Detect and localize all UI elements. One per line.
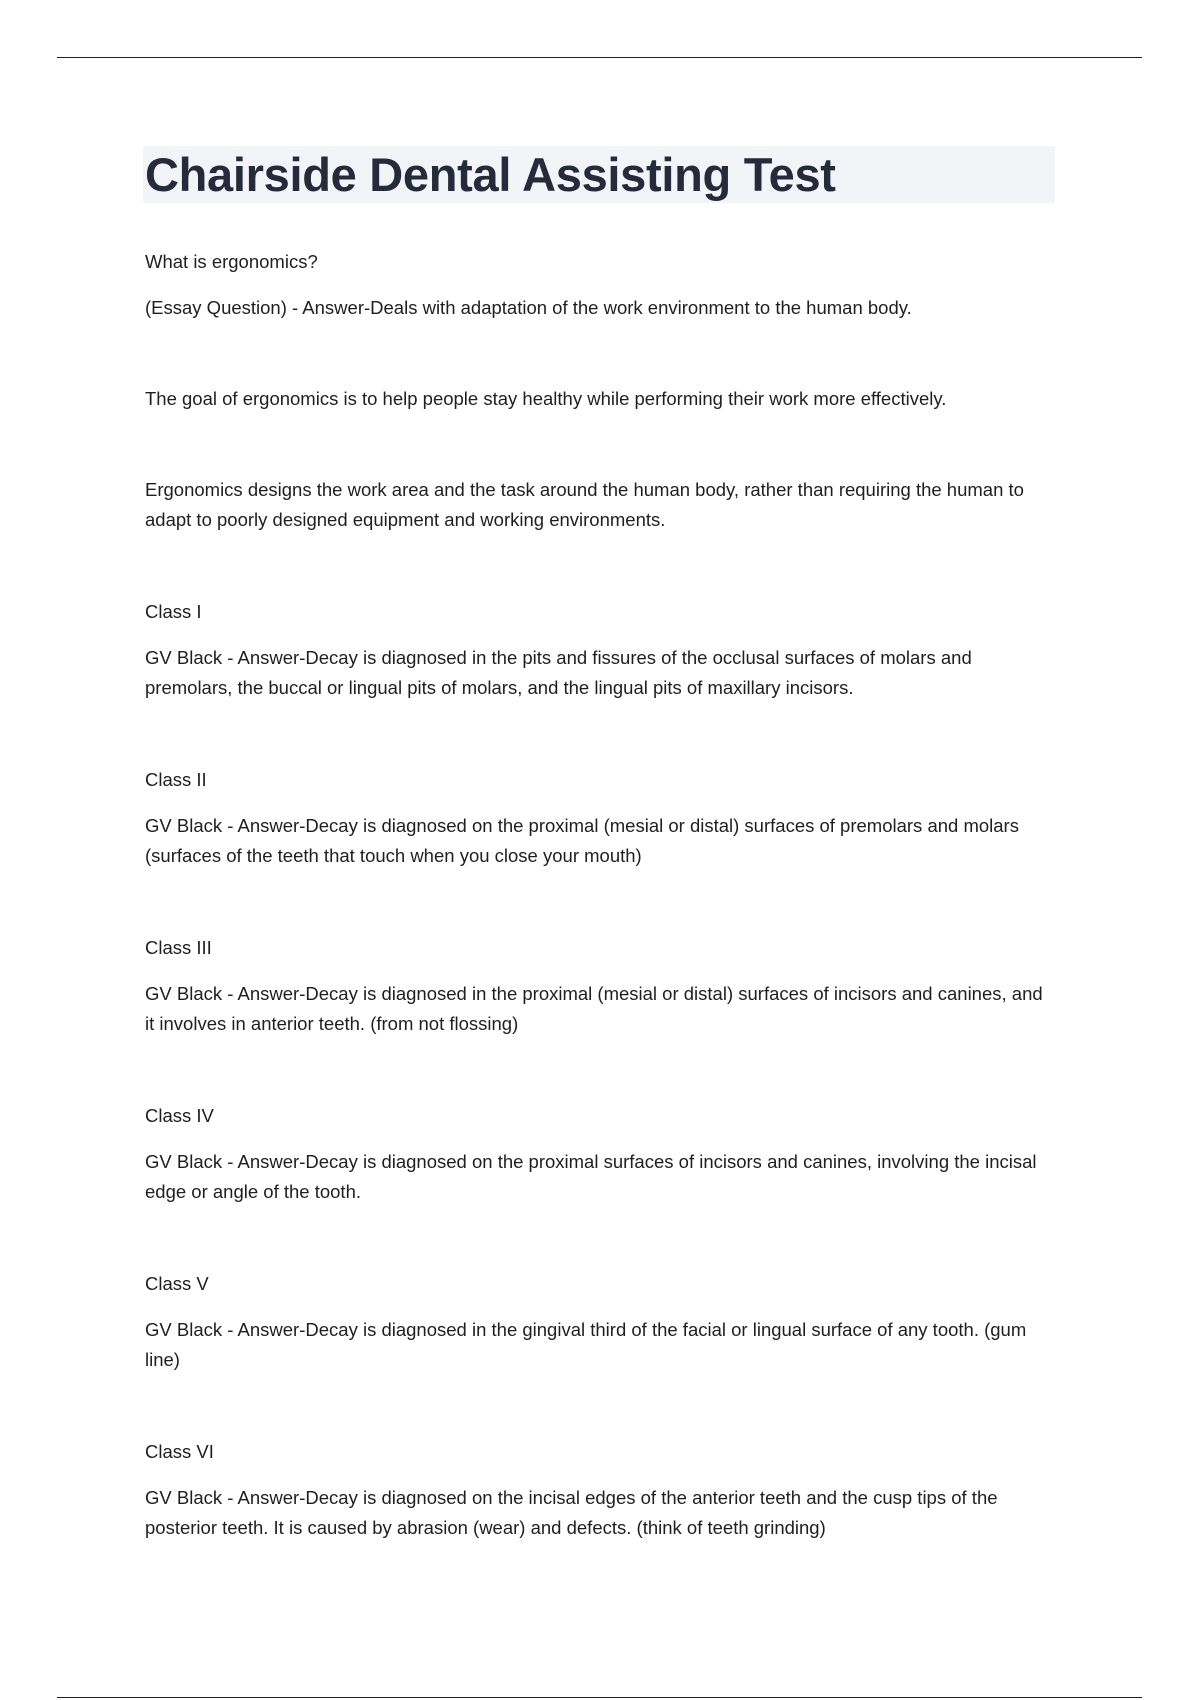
answer-paragraph: Ergonomics designs the work area and the task around the human body, rather than requiring the human to adapt to poorly designed equipment and working environments. [145,479,1024,530]
bottom-divider [57,1697,1142,1698]
top-divider [57,57,1142,58]
answer-text: GV Black - Answer-Decay is diagnosed in the proximal (mesial or distal) surfaces of incisors and canines, and it involves in anterior teeth. (from not flossing) [145,983,1043,1034]
qa-entry-class-5 [145,1269,1055,1375]
question-text: Class II [145,769,207,790]
answer-text: GV Black - Answer-Decay is diagnosed in the pits and fissures of the occlusal surfaces of molars and premolars, the buccal or lingual pits of molars, and the lingual pits of maxillary incisors. [145,647,972,698]
question-text: Class VI [145,1441,214,1462]
question-text: Class IV [145,1105,214,1126]
qa-entry-class-6 [145,1437,1055,1543]
qa-entry-class-2 [145,765,1055,871]
question-text: Class V [145,1273,209,1294]
answer-text: GV Black - Answer-Decay is diagnosed in the gingival third of the facial or lingual surface of any tooth. (gum line) [145,1319,1027,1370]
document-body [145,146,1055,1605]
qa-entry-class-3 [145,933,1055,1039]
qa-entry-class-4 [145,1101,1055,1207]
page-title: Chairside Dental Assisting Test [145,148,836,201]
answer-text: GV Black - Answer-Decay is diagnosed on the proximal (mesial or distal) surfaces of premolars and molars (surfaces of the teeth that touch when you close your mouth) [145,815,1019,866]
question-text: What is ergonomics? [145,251,318,272]
question-text: Class I [145,601,202,622]
answer-text: GV Black - Answer-Decay is diagnosed on the incisal edges of the anterior teeth and the cusp tips of the posterior teeth. It is caused by abrasion (wear) and defects. (think of teeth grinding) [145,1487,998,1538]
question-text: Class III [145,937,212,958]
answer-text: GV Black - Answer-Decay is diagnosed on the proximal surfaces of incisors and canines, involving the incisal edge or angle of the tooth. [145,1151,1037,1202]
qa-entry-ergonomics [145,247,1055,535]
title-banner [143,146,1055,203]
answer-paragraph: (Essay Question) - Answer-Deals with adaptation of the work environment to the human body. [145,297,912,318]
qa-entry-class-1 [145,597,1055,703]
qa-list [145,247,1055,1543]
answer-paragraph: The goal of ergonomics is to help people stay healthy while performing their work more effectively. [145,388,947,409]
